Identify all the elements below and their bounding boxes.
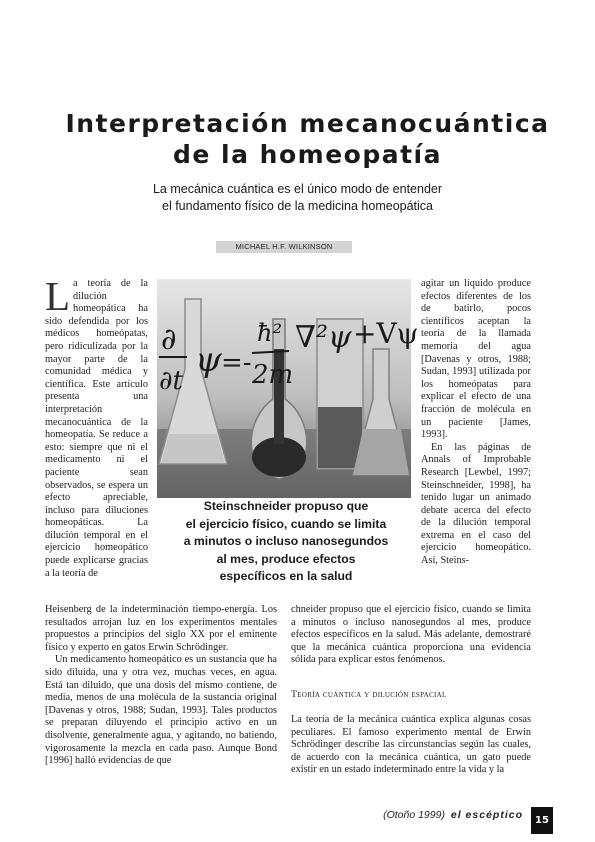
subtitle-line-1: La mecánica cuántica es el único modo de entender bbox=[152, 182, 443, 196]
svg-text:2m: 2m bbox=[252, 360, 294, 390]
flasks-photo bbox=[157, 279, 419, 498]
caption-line-1: Steinschneider propuso que bbox=[203, 499, 369, 513]
paragraph-heisenberg: Heisenberg de la indeterminación tiempo-energía. Los resultados arrojan luz en los experimentos mentales propuestos a principios del siglo XX por el eminente físico y experto en gatos Erwin Schrödinger. bbox=[45, 604, 277, 653]
caption-line-3: a minutos o incluso nanosegundos bbox=[183, 534, 389, 548]
svg-text:=-: =- bbox=[221, 348, 252, 378]
left-column-narrow bbox=[45, 273, 148, 580]
svg-text:∂t: ∂t bbox=[159, 366, 183, 396]
paragraph-agitar: agitar un líquido produce efectos diferentes de los de batirlo, pocos científicos aceptan la teoría de la llamada memoria del agua [Davenas y otros, 1988; Sudan, 1993] utilizada por los homeópatas para explicar el efecto de una fracción de molécula en un paciente [James, 1993]. bbox=[421, 278, 531, 441]
svg-text:ħ²: ħ² bbox=[257, 319, 283, 347]
photo-caption bbox=[168, 498, 404, 586]
paragraph-steinschneider: chneider propuso que el ejercicio físico, cuando se limita a minutos o incluso nanosegundos al mes, produce efectos específicos en la salud. Más adelante, demostraré que la mecánica cuántica proporciona una evidencia sólida para explicar estos fenómenos. bbox=[291, 604, 531, 666]
right-column-narrow bbox=[421, 278, 531, 568]
author-byline: MICHAEL H.F. WILKINSON bbox=[216, 241, 352, 253]
paragraph-annals: En las páginas de Annals of Improbable Research [Lewbel, 1997; Steinschneider, 1998], ha tenido lugar un animado debate acerca del efecto de la dilución temporal extrema en el caso del ejercicio homeopático. Así, Steins- bbox=[421, 441, 531, 567]
page-footer bbox=[383, 808, 523, 822]
flasks-illustration bbox=[157, 279, 419, 498]
svg-text:+Vψ: +Vψ bbox=[353, 317, 419, 350]
intro-text: a teoría de la dilución homeopática ha sido defendida por los médicos homeópatas, pero ridiculizada por la mayor parte de la comunidad médica y científica. Este artículo presenta una interpretación mecanocuántica de la homeopatía. Se reduce a esto: siempre que ni el medicamento ni el paciente sean observados, se espera un efecto apreciable, incluso para diluciones homeopáticas. La dilución temporal en el ejercicio homeopático puede explicarse gracias a la teoría de bbox=[45, 278, 148, 579]
right-column-section bbox=[291, 714, 531, 777]
section-heading: Teoría cuántica y dilución espacial bbox=[291, 689, 447, 700]
paragraph-medicamento: Un medicamento homeopático es un sustancia que ha sido diluida, una y otra vez, muchas veces, en agua. Está tan diluido, que una dosis del mismo contiene, de media, menos de una molécula de la sustancia original [Davenas y otros, 1988; Sudan, 1993]. Tales productos se preparan diluyendo el principio activo en un disolvente, generalmente agua, y agitando, no batiendo, vigorosamente la mezcla en cada paso. Aunque Bond [1996] halló evidencias de que bbox=[45, 654, 277, 767]
left-column-wide bbox=[45, 604, 277, 768]
drop-cap: L bbox=[45, 273, 71, 319]
caption-line-2: el ejercicio físico, cuando se limita bbox=[185, 516, 387, 531]
title-line-2: de la homeopatía bbox=[172, 140, 442, 169]
svg-text:ψ: ψ bbox=[195, 340, 222, 380]
publication-name: el escéptico bbox=[450, 809, 523, 821]
svg-text:∇²ψ: ∇²ψ bbox=[295, 320, 352, 355]
page-number: 15 bbox=[531, 807, 553, 834]
svg-text:∂: ∂ bbox=[161, 322, 177, 357]
subtitle-line-2: el fundamento físico de la medicina homeopática bbox=[162, 199, 433, 213]
title-line-1: Interpretación mecanocuántica bbox=[65, 109, 550, 138]
article-subtitle bbox=[60, 181, 535, 215]
caption-line-4: al mes, produce efectos bbox=[216, 551, 356, 566]
caption-line-5: específicos en la salud bbox=[219, 569, 353, 583]
paragraph-teoria-cuantica: La teoría de la mecánica cuántica explica algunas cosas peculiares. El famoso experimento mental de Erwin Schrödinger describe las circunstancias según las cuales, de acuerdo con la mecánica cuántica, un gato puede existir en un estado indeterminado entre la vida y la bbox=[291, 714, 531, 776]
article-title bbox=[40, 108, 575, 170]
right-column-wide bbox=[291, 604, 531, 667]
issue-date: (Otoño 1999) bbox=[383, 809, 445, 821]
